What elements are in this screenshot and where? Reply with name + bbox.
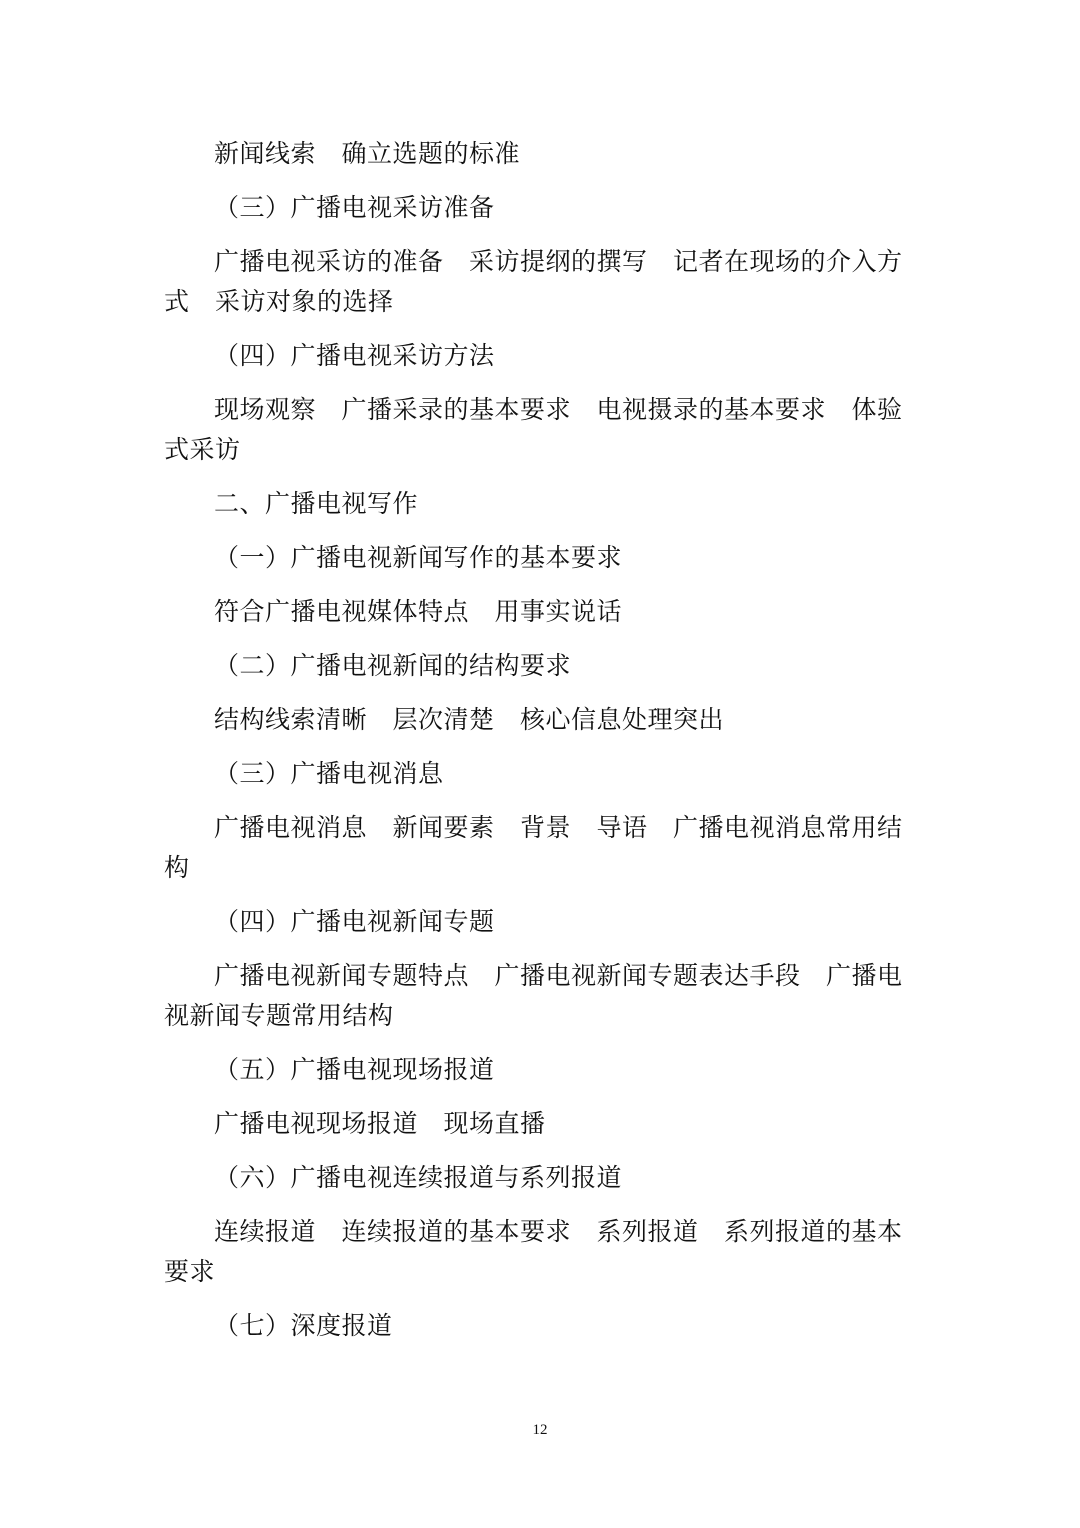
text-line-continued: 式采访	[164, 435, 241, 464]
text-line-continued: 要求	[164, 1257, 216, 1286]
text-line: 广播电视消息 新闻要素 背景 导语 广播电视消息常用结	[214, 813, 903, 842]
section-heading: （三）广播电视采访准备	[214, 193, 495, 222]
text-line: 现场观察 广播采录的基本要求 电视摄录的基本要求 体验	[214, 395, 903, 424]
text-line: 广播电视现场报道 现场直播	[214, 1109, 546, 1138]
chapter-heading: 二、广播电视写作	[214, 489, 419, 518]
section-heading: （七）深度报道	[214, 1311, 393, 1340]
text-line: 广播电视采访的准备 采访提纲的撰写 记者在现场的介入方	[214, 247, 903, 276]
section-heading: （一）广播电视新闻写作的基本要求	[214, 543, 623, 572]
section-heading: （五）广播电视现场报道	[214, 1055, 495, 1084]
text-line: 广播电视新闻专题特点 广播电视新闻专题表达手段 广播电	[214, 961, 903, 990]
text-line-continued: 视新闻专题常用结构	[164, 1001, 394, 1030]
section-heading: （三）广播电视消息	[214, 759, 444, 788]
text-line: 结构线索清晰 层次清楚 核心信息处理突出	[214, 705, 725, 734]
text-line-continued: 式 采访对象的选择	[164, 287, 394, 316]
text-line-continued: 构	[164, 853, 190, 882]
text-line: 连续报道 连续报道的基本要求 系列报道 系列报道的基本	[214, 1217, 903, 1246]
section-heading: （六）广播电视连续报道与系列报道	[214, 1163, 623, 1192]
section-heading: （四）广播电视新闻专题	[214, 907, 495, 936]
section-heading: （二）广播电视新闻的结构要求	[214, 651, 572, 680]
text-line: 符合广播电视媒体特点 用事实说话	[214, 597, 623, 626]
page-number: 12	[532, 1422, 548, 1438]
section-heading: （四）广播电视采访方法	[214, 341, 495, 370]
text-line: 新闻线索 确立选题的标准	[214, 139, 521, 168]
